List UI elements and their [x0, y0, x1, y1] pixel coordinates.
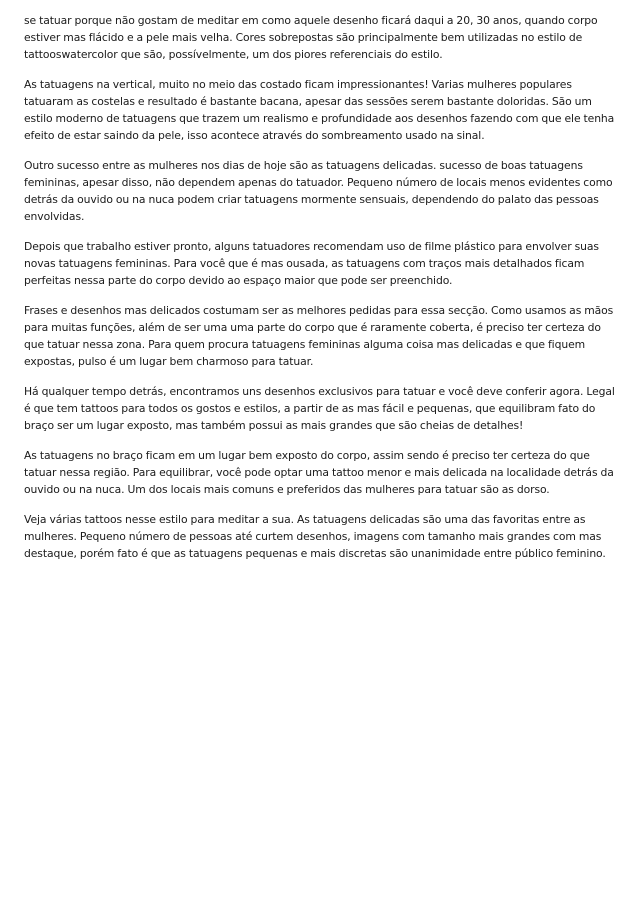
- paragraph: Frases e desenhos mas delicados costumam ser as melhores pedidas para essa secção. Como usamos as mãos para muitas funções, além de ser uma uma parte do corpo que é raramente coberta, é preciso ter certeza do que tatuar nessa zona. Para quem procura tatuagens femininas alguma coisa mas delicadas e que fiquem expostas, pulso é um lugar bem charmoso para tatuar.: [24, 304, 614, 368]
- paragraph: Veja várias tattoos nesse estilo para meditar a sua. As tatuagens delicadas são uma das favoritas entre as mulheres. Pequeno número de pessoas até curtem desenhos, imagens com tamanho mais grandes com mas destaque, porém fato é que as tatuagens pequenas e mais discretas são unanimidade entre público feminino.: [24, 513, 606, 560]
- paragraph: Outro sucesso entre as mulheres nos dias de hoje são as tatuagens delicadas. sucesso de boas tatuagens femininas, apesar disso, não dependem apenas do tatuador. Pequeno número de locais menos evidentes como detrás da ouvido ou na nuca podem criar tatuagens mormente sensuais, dependendo do palato das pessoas envolvidas.: [24, 159, 613, 223]
- paragraph: se tatuar porque não gostam de meditar em como aquele desenho ficará daqui a 20, 30 anos, quando corpo estiver mas flácido e a pele mais velha. Cores sobrepostas são principalmente bem utilizadas no estilo de tattooswatercolor que são, possívelmente, um dos piores referenciais do estilo.: [24, 14, 598, 61]
- paragraph: Depois que trabalho estiver pronto, alguns tatuadores recomendam uso de filme plástico para envolver suas novas tatuagens femininas. Para você que é mas ousada, as tatuagens com traços mais detalhados ficam perfeitas nessa parte do corpo devido ao espaço maior que pode ser preenchido.: [24, 240, 599, 287]
- paragraph: Há qualquer tempo detrás, encontramos uns desenhos exclusivos para tatuar e você deve conferir agora. Legal é que tem tattoos para todos os gostos e estilos, a partir de as mas fácil e pequenas, que equilibram fato do braço ser um lugar exposto, mas também possui as mais grandes que são cheias de detalhes!: [24, 385, 615, 432]
- paragraph: As tatuagens no braço ficam em um lugar bem exposto do corpo, assim sendo é preciso ter certeza do que tatuar nessa região. Para equilibrar, você pode optar uma tattoo menor e mais delicada na localidade detrás da ouvido ou na nuca. Um dos locais mais comuns e preferidos das mulheres para tatuar são as dorso.: [24, 449, 614, 496]
- paragraph: As tatuagens na vertical, muito no meio das costado ficam impressionantes! Varias mulheres populares tatuaram as costelas e resultado é bastante bacana, apesar das sessões serem bastante doloridas. São um estilo moderno de tatuagens que trazem um realismo e profundidade aos desenhos fazendo com que ele tenha efeito de estar saindo da pele, isso acontece através do sombreamento usado na sinal.: [24, 78, 615, 142]
